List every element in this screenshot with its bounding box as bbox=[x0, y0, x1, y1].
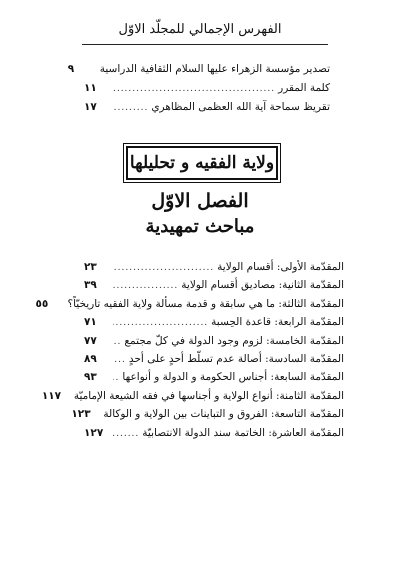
toc-entry-page-number: ٧١ bbox=[84, 316, 97, 329]
toc-entry-title: المقدّمة العاشرة: الخاتمة سند الدولة الانتصابيّة bbox=[142, 426, 344, 439]
intro-entries-list bbox=[67, 63, 330, 121]
chapter-subtitle: مباحث تمهيدية bbox=[145, 216, 255, 237]
toc-entry[interactable] bbox=[84, 354, 344, 372]
chapter-title: الفصل الاوّل bbox=[151, 190, 249, 212]
toc-entry[interactable] bbox=[84, 83, 330, 102]
toc-entry[interactable] bbox=[84, 262, 344, 280]
toc-entry-page-number: ٧٧ bbox=[84, 334, 97, 347]
toc-entry-title: المقدّمة الثانية: مصاديق أقسام الولاية bbox=[181, 279, 344, 292]
toc-entry-title: المقدّمة الخامسة: لزوم وجود الدولة في كلّ مجتمع bbox=[124, 334, 344, 347]
toc-entry[interactable] bbox=[84, 317, 344, 335]
toc-entry-page-number: ٢٣ bbox=[84, 261, 97, 273]
toc-entry-page-number: ٨٩ bbox=[84, 352, 97, 365]
toc-entry[interactable] bbox=[84, 372, 344, 390]
toc-entry-title: تقريظ سماحة آية الله العظمى المظاهري bbox=[151, 101, 330, 113]
toc-entry-title: المقدّمة التاسعة: الفروق و التباينات بين الولاية و الوكالة bbox=[103, 408, 344, 421]
toc-entry[interactable] bbox=[71, 408, 344, 427]
toc-entry-title: المقدّمة الثامنة: أنواع الولاية و أجناسها في فقه الشيعة الإماميّة bbox=[73, 389, 344, 402]
dot-leader bbox=[113, 430, 139, 439]
toc-entry-page-number: ١٢٣ bbox=[71, 408, 91, 421]
toc-entry-title: المقدّمة السادسة: أصالة عدم تسلّط أحدٍ على أحدٍ bbox=[128, 352, 344, 365]
chapter-entries-list bbox=[35, 261, 344, 446]
toc-entry-title: المقدّمة السابعة: أجناس الحكومة و الدولة و أنواعها bbox=[122, 371, 344, 384]
toc-entry-page-number: ٥٥ bbox=[35, 297, 49, 310]
section-title-box bbox=[126, 146, 278, 180]
page-header: الفهرس الإجمالي للمجلّد الاوّل bbox=[118, 22, 282, 37]
toc-entry-title: المقدّمة الأولى: أقسام الولاية bbox=[217, 261, 344, 273]
toc-entry-title: كلمة المقرر bbox=[278, 82, 330, 94]
toc-entry-page-number: ٩ bbox=[67, 63, 75, 75]
toc-entry-page-number: ١٢٧ bbox=[84, 426, 104, 439]
toc-entry[interactable] bbox=[84, 102, 330, 121]
toc-entry-title: المقدّمة الرابعة: قاعدة الحِسبة bbox=[211, 316, 344, 329]
header-rule bbox=[82, 44, 328, 45]
dot-leader bbox=[113, 319, 208, 328]
dot-leader bbox=[113, 356, 126, 365]
section-title: ولاية الفقيه و تحليلها bbox=[129, 153, 275, 173]
dot-leader bbox=[113, 104, 148, 113]
dot-leader bbox=[113, 85, 275, 94]
toc-entry-page-number: ١٧ bbox=[84, 101, 97, 113]
toc-entry-title: تصدير مؤسسة الزهراء عليها السلام الثقافية الدراسية bbox=[99, 63, 330, 75]
toc-entry[interactable] bbox=[35, 297, 344, 317]
dot-leader bbox=[113, 374, 119, 383]
toc-entry-page-number: ٩٣ bbox=[84, 371, 97, 384]
toc-entry-page-number: ٣٩ bbox=[84, 279, 97, 292]
toc-entry[interactable] bbox=[84, 428, 344, 446]
dot-leader bbox=[113, 282, 178, 291]
toc-entry[interactable] bbox=[84, 336, 344, 354]
toc-entry-page-number: ١١ bbox=[84, 82, 97, 94]
dot-leader bbox=[113, 338, 121, 347]
toc-entry-page-number: ١١٧ bbox=[41, 389, 62, 402]
toc-entry[interactable] bbox=[41, 389, 344, 409]
toc-entry[interactable] bbox=[84, 280, 344, 298]
toc-entry-title: المقدّمة الثالثة: ما هي سابقة و قدمة مسألة ولاية الفقيه تاريخيّاً؟ bbox=[67, 297, 344, 310]
toc-entry[interactable] bbox=[67, 63, 330, 83]
dot-leader bbox=[113, 264, 214, 273]
